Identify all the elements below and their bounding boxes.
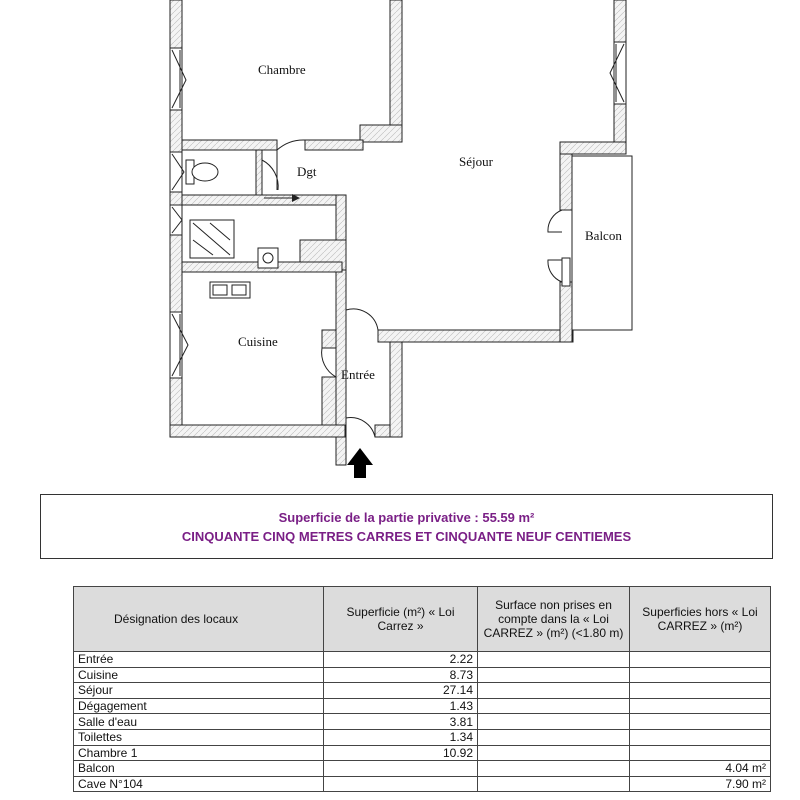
room-label-dgt: Dgt <box>297 164 317 179</box>
cell-carrez: 27.14 <box>324 683 478 699</box>
cell-hors: 7.90 m² <box>630 776 771 792</box>
cell-hors <box>630 667 771 683</box>
table-row <box>74 683 771 699</box>
table-row <box>74 745 771 761</box>
cell-name: Entrée <box>74 652 324 668</box>
cell-hors <box>630 652 771 668</box>
table-row <box>74 698 771 714</box>
cell-carrez <box>324 761 478 777</box>
col-header-hors-carrez: Superficies hors « Loi CARREZ » (m²) <box>630 587 771 652</box>
cell-name: Salle d'eau <box>74 714 324 730</box>
col-header-carrez: Superficie (m²) « Loi Carrez » <box>324 587 478 652</box>
cell-non-prises <box>478 652 630 668</box>
room-label-chambre: Chambre <box>258 62 306 77</box>
surface-total-words: CINQUANTE CINQ METRES CARRES ET CINQUANTE NEUF CENTIEMES <box>181 528 632 544</box>
table-row <box>74 729 771 745</box>
cell-non-prises <box>478 761 630 777</box>
cell-carrez: 1.43 <box>324 698 478 714</box>
cell-carrez: 1.34 <box>324 729 478 745</box>
cell-carrez: 8.73 <box>324 667 478 683</box>
doors <box>262 140 378 437</box>
surface-summary-box <box>40 494 773 559</box>
table-row <box>74 652 771 668</box>
cell-hors <box>630 683 771 699</box>
room-label-balcon: Balcon <box>585 228 622 243</box>
table-row <box>74 776 771 792</box>
cell-non-prises <box>478 745 630 761</box>
cell-carrez: 10.92 <box>324 745 478 761</box>
cell-non-prises <box>478 683 630 699</box>
cell-name: Cuisine <box>74 667 324 683</box>
table-row <box>74 761 771 777</box>
cell-name: Chambre 1 <box>74 745 324 761</box>
cell-non-prises <box>478 714 630 730</box>
cell-name: Balcon <box>74 761 324 777</box>
surface-table <box>73 586 771 792</box>
cell-hors <box>630 729 771 745</box>
col-header-non-prises: Surface non prises en compte dans la « Loi CARREZ » (m²) (<1.80 m) <box>478 587 630 652</box>
room-label-entree: Entrée <box>341 367 375 382</box>
cell-hors <box>630 745 771 761</box>
room-label-sejour: Séjour <box>459 154 493 169</box>
cell-name: Dégagement <box>74 698 324 714</box>
cell-hors <box>630 714 771 730</box>
surface-total: Superficie de la partie privative : 55.59 m² <box>278 509 535 525</box>
cell-non-prises <box>478 667 630 683</box>
shower-icon <box>190 220 234 258</box>
cell-carrez <box>324 776 478 792</box>
cell-name: Séjour <box>74 683 324 699</box>
washbasin-icon <box>258 248 278 268</box>
room-label-cuisine: Cuisine <box>238 334 278 349</box>
col-header-designation: Désignation des locaux <box>74 587 324 652</box>
toilet-icon <box>186 160 218 184</box>
balcony-outline <box>572 156 632 330</box>
table-row <box>74 667 771 683</box>
cell-name: Toilettes <box>74 729 324 745</box>
cell-non-prises <box>478 698 630 714</box>
entrance-arrow-icon <box>347 448 373 478</box>
cell-non-prises <box>478 776 630 792</box>
cell-non-prises <box>478 729 630 745</box>
table-row <box>74 714 771 730</box>
cell-name: Cave N°104 <box>74 776 324 792</box>
cell-hors <box>630 698 771 714</box>
cell-carrez: 2.22 <box>324 652 478 668</box>
cell-carrez: 3.81 <box>324 714 478 730</box>
sink-icon <box>210 282 250 298</box>
cell-hors: 4.04 m² <box>630 761 771 777</box>
table-header-row <box>74 587 771 652</box>
